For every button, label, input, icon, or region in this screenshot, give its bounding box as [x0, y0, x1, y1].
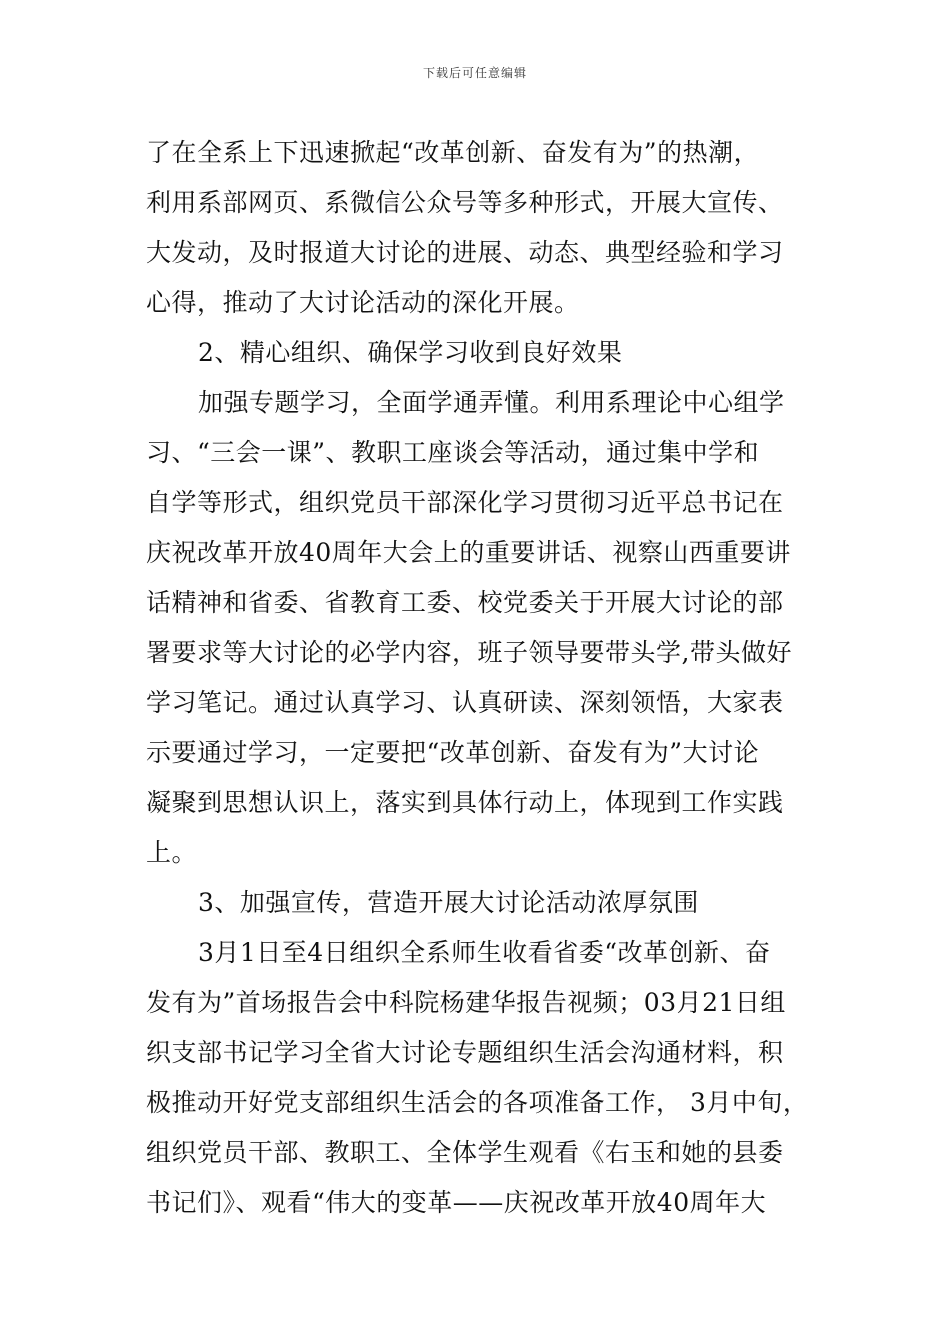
- paragraph-line: 加强专题学习，全面学通弄懂。利用系理论中心组学: [198, 388, 785, 417]
- paragraph-line: 学习笔记。通过认真学习、认真研读、深刻领悟，大家表: [146, 688, 784, 717]
- page-header: 下载后可任意编辑: [422, 66, 527, 80]
- section-heading-2: 2、精心组织、确保学习收到良好效果: [198, 338, 623, 367]
- section-heading-3: 3、加强宣传，营造开展大讨论活动浓厚氛围: [198, 888, 699, 917]
- paragraph-line: 3月1日至4日组织全系师生收看省委“改革创新、奋: [198, 938, 771, 967]
- paragraph-line: 利用系部网页、系微信公众号等多种形式，开展大宣传、: [146, 188, 784, 217]
- paragraph-line: 话精神和省委、省教育工委、校党委关于开展大讨论的部: [146, 588, 784, 617]
- paragraph-line: 极推动开好党支部组织生活会的各项准备工作， 3月中旬，: [146, 1088, 809, 1117]
- paragraph-line: 心得，推动了大讨论活动的深化开展。: [146, 288, 580, 317]
- paragraph-line: 凝聚到思想认识上，落实到具体行动上，体现到工作实践: [146, 788, 784, 817]
- paragraph-line: 了在全系上下迅速掀起“改革创新、奋发有为”的热潮，: [146, 138, 760, 167]
- paragraph-line: 大发动，及时报道大讨论的进展、动态、典型经验和学习: [146, 238, 784, 267]
- paragraph-line: 书记们》、观看“伟大的变革——庆祝改革开放40周年大: [146, 1188, 767, 1217]
- paragraph-line: 自学等形式，组织党员干部深化学习贯彻习近平总书记在: [146, 488, 784, 517]
- paragraph-line: 习、“三会一课”、教职工座谈会等活动，通过集中学和: [146, 438, 760, 467]
- paragraph-line: 发有为”首场报告会中科院杨建华报告视频；03月21日组: [146, 988, 786, 1017]
- paragraph-line: 示要通过学习，一定要把“改革创新、奋发有为”大讨论: [146, 738, 760, 767]
- paragraph-line: 织支部书记学习全省大讨论专题组织生活会沟通材料，积: [146, 1038, 784, 1067]
- paragraph-line: 署要求等大讨论的必学内容，班子领导要带头学,带头做好: [146, 638, 792, 667]
- paragraph-line: 庆祝改革开放40周年大会上的重要讲话、视察山西重要讲: [146, 538, 791, 567]
- paragraph-line: 上。: [146, 838, 198, 867]
- paragraph-line: 组织党员干部、教职工、全体学生观看《右玉和她的县委: [146, 1138, 784, 1167]
- document-body: [146, 128, 816, 1228]
